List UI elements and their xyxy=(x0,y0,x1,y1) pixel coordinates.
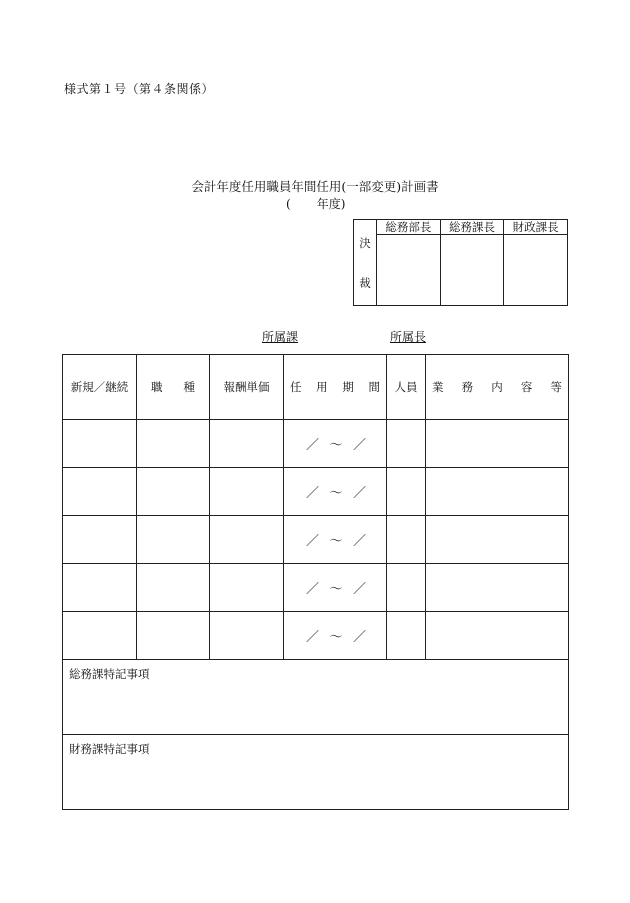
cell-duties[interactable] xyxy=(426,516,569,564)
header-duties-1: 業 xyxy=(432,380,444,394)
cell-staff-count[interactable] xyxy=(387,516,426,564)
table-row xyxy=(63,468,569,516)
cell-duties[interactable] xyxy=(426,420,569,468)
general-affairs-notes[interactable] xyxy=(63,660,569,735)
period-tilde: ～ xyxy=(329,582,343,597)
cell-period[interactable] xyxy=(284,564,387,612)
period-end-slash: ／ xyxy=(352,438,366,453)
header-staff-count: 人員 xyxy=(387,355,426,420)
cell-duties[interactable] xyxy=(426,564,569,612)
period-end-slash: ／ xyxy=(352,630,366,645)
approval-stamp-general-affairs-chief[interactable] xyxy=(440,235,504,306)
header-new-continuing: 新規／継続 xyxy=(63,355,137,420)
approval-header-general-affairs-director: 総務部長 xyxy=(377,220,441,235)
cell-staff-count[interactable] xyxy=(387,612,426,660)
approval-table xyxy=(353,219,568,306)
cell-pay-rate[interactable] xyxy=(210,420,284,468)
header-period-4: 間 xyxy=(368,380,380,394)
period-end-slash: ／ xyxy=(352,534,366,549)
cell-pay-rate[interactable] xyxy=(210,516,284,564)
cell-staff-count[interactable] xyxy=(387,468,426,516)
table-row xyxy=(63,564,569,612)
approval-header-finance-chief: 財政課長 xyxy=(504,220,568,235)
period-tilde: ～ xyxy=(329,630,343,645)
period-start-slash: ／ xyxy=(306,486,320,501)
cell-pay-rate[interactable] xyxy=(210,564,284,612)
cell-job-type[interactable] xyxy=(137,516,210,564)
cell-new-continuing[interactable] xyxy=(63,420,137,468)
approval-stamp-finance-chief[interactable] xyxy=(504,235,568,306)
fiscal-year-open: ( xyxy=(286,197,291,211)
document-title: 会計年度任用職員年間任用(一部変更)計画書 xyxy=(191,179,439,194)
finance-notes-label: 財務課特記事項 xyxy=(69,742,150,756)
header-period-1: 任 xyxy=(290,380,302,394)
cell-pay-rate[interactable] xyxy=(210,468,284,516)
cell-job-type[interactable] xyxy=(137,420,210,468)
period-start-slash: ／ xyxy=(306,438,320,453)
cell-period[interactable] xyxy=(284,468,387,516)
header-job-2: 種 xyxy=(183,380,195,394)
cell-staff-count[interactable] xyxy=(387,564,426,612)
period-start-slash: ／ xyxy=(306,630,320,645)
period-tilde: ～ xyxy=(329,438,343,453)
period-start-slash: ／ xyxy=(306,534,320,549)
cell-period[interactable] xyxy=(284,420,387,468)
approval-side-bottom: 裁 xyxy=(359,275,371,290)
header-period xyxy=(284,355,387,420)
header-duties-5: 等 xyxy=(550,380,562,394)
cell-job-type[interactable] xyxy=(137,564,210,612)
general-affairs-notes-label: 総務課特記事項 xyxy=(69,667,150,681)
cell-job-type[interactable] xyxy=(137,468,210,516)
cell-staff-count[interactable] xyxy=(387,420,426,468)
cell-new-continuing[interactable] xyxy=(63,564,137,612)
cell-period[interactable] xyxy=(284,516,387,564)
cell-job-type[interactable] xyxy=(137,612,210,660)
header-period-3: 期 xyxy=(342,380,354,394)
cell-new-continuing[interactable] xyxy=(63,468,137,516)
period-end-slash: ／ xyxy=(352,486,366,501)
header-duties-4: 容 xyxy=(520,380,533,394)
table-row xyxy=(63,516,569,564)
affiliation-department[interactable] xyxy=(262,328,378,345)
header-pay-rate: 報酬単価 xyxy=(210,355,284,420)
period-tilde: ～ xyxy=(329,486,343,501)
period-tilde: ～ xyxy=(329,534,343,549)
fiscal-year-label: 年度) xyxy=(316,197,346,211)
period-start-slash: ／ xyxy=(306,582,320,597)
header-duties xyxy=(426,355,569,420)
approval-side-top: 決 xyxy=(359,235,371,250)
header-duties-2: 務 xyxy=(461,380,474,394)
finance-notes[interactable] xyxy=(63,735,569,810)
affiliation-chief[interactable] xyxy=(390,328,542,345)
plan-table xyxy=(62,354,569,810)
cell-new-continuing[interactable] xyxy=(63,612,137,660)
affiliation-department-label: 所属課 xyxy=(262,330,299,344)
table-row xyxy=(63,420,569,468)
header-period-2: 用 xyxy=(316,380,328,394)
cell-pay-rate[interactable] xyxy=(210,612,284,660)
approval-stamp-general-affairs-director[interactable] xyxy=(377,235,441,306)
approval-header-general-affairs-chief: 総務課長 xyxy=(440,220,504,235)
cell-duties[interactable] xyxy=(426,468,569,516)
form-number: 様式第１号（第４条関係） xyxy=(64,82,215,96)
header-job-1: 職 xyxy=(151,380,163,394)
cell-duties[interactable] xyxy=(426,612,569,660)
affiliation-chief-label: 所属長 xyxy=(390,330,427,344)
approval-side-label xyxy=(354,220,377,306)
cell-new-continuing[interactable] xyxy=(63,516,137,564)
header-job-type xyxy=(137,355,210,420)
period-end-slash: ／ xyxy=(352,582,366,597)
table-row xyxy=(63,612,569,660)
header-duties-3: 内 xyxy=(491,380,503,394)
cell-period[interactable] xyxy=(284,612,387,660)
fiscal-year xyxy=(286,195,345,212)
